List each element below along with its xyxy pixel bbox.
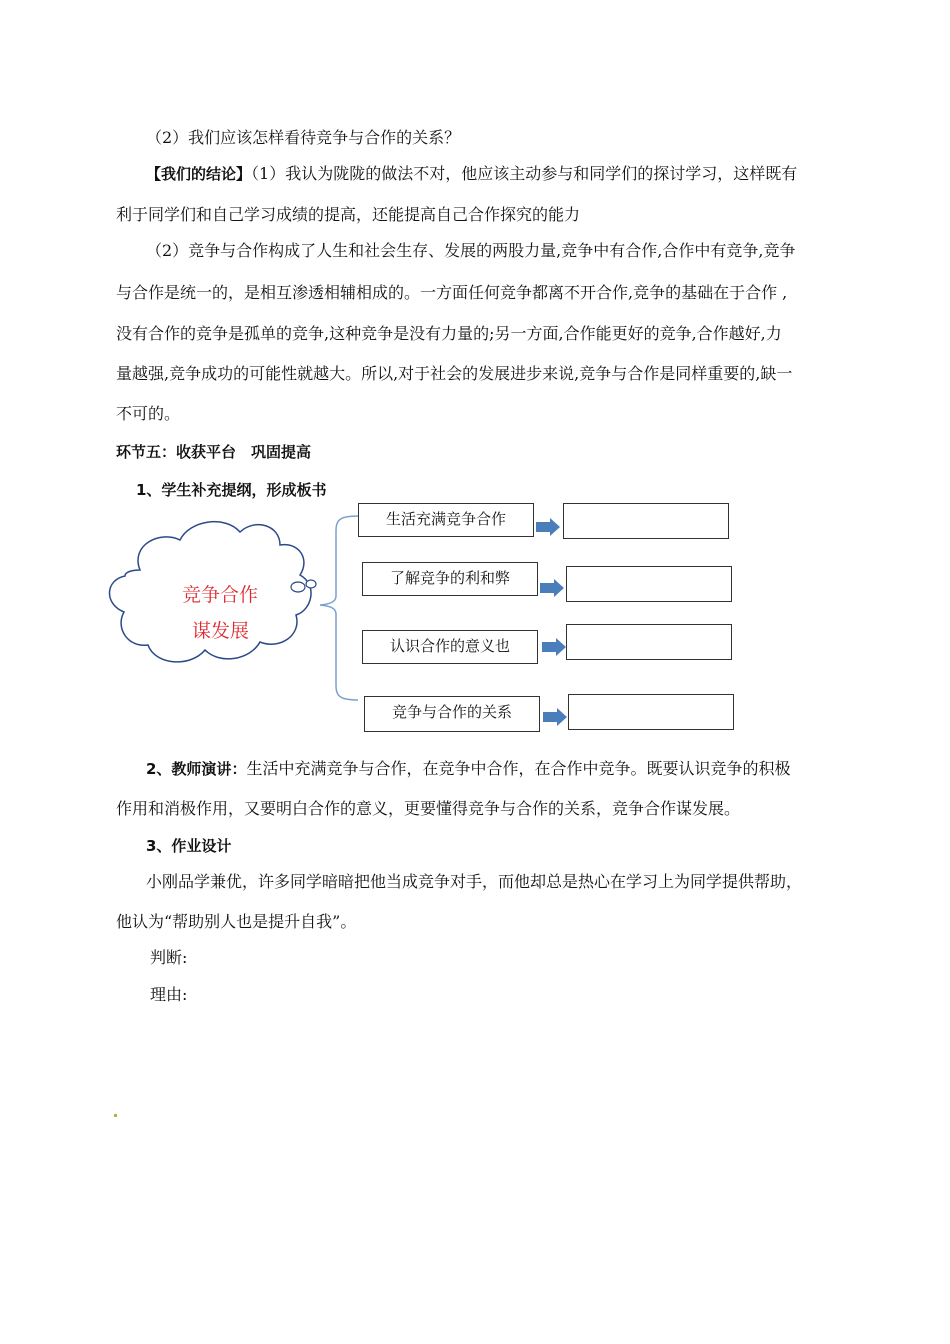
arrow-2 [540, 579, 564, 597]
item-2-line-1 [146, 759, 790, 779]
thought-bubble-large [291, 582, 305, 592]
conclusion-p2-line-1: （2）竞争与合作构成了人生和社会生存、发展的两股力量,竞争中有合作,合作中有竞争,竞争 [146, 241, 796, 260]
cloud-line-1: 竞争合作 [182, 584, 259, 606]
answer-box-3[interactable] [566, 624, 732, 660]
homework-line-1: 小刚品学兼优，许多同学暗暗把他当成竞争对手，而他却总是热心在学习上为同学提供帮助， [146, 872, 803, 891]
reason-label: 理由: [150, 985, 188, 1004]
item-3-heading: 3、作业设计 [146, 837, 232, 855]
outline-box-2: 了解竞争的利和弊 [362, 562, 538, 596]
item-2-text: 生活中充满竞争与合作，在竞争中合作，在合作中竞争。既要认识竞争的积极 [246, 759, 791, 778]
homework-line-2: 他认为“帮助别人也是提升自我”。 [116, 912, 357, 931]
outline-box-4: 竞争与合作的关系 [364, 696, 540, 732]
conclusion-p2-line-4: 量越强,竞争成功的可能性就越大。所以,对于社会的发展进步来说,竞争与合作是同样重要的,缺一 [116, 364, 793, 383]
arrow-4 [543, 708, 567, 726]
item-2-line-2: 作用和消极作用，又要明白合作的意义，更要懂得竞争与合作的关系，竞争合作谋发展。 [116, 799, 741, 818]
stray-mark [114, 1114, 117, 1117]
conclusion-line-2: 利于同学们和自己学习成绩的提高，还能提高自己合作探究的能力 [116, 205, 581, 224]
conclusion-p1-text: （1）我认为陇陇的做法不对，他应该主动参与和同学们的探讨学习，这样既有 [251, 164, 798, 183]
answer-box-2[interactable] [566, 566, 732, 602]
outline-box-3: 认识合作的意义也 [362, 630, 538, 664]
thought-bubble-small [306, 580, 316, 588]
item-2-label: 2、教师演讲： [146, 760, 247, 778]
answer-box-4[interactable] [568, 694, 734, 730]
conclusion-label: 【我们的结论】 [146, 165, 252, 183]
cloud-line-2: 谋发展 [192, 620, 250, 642]
item-1-heading: 1、学生补充提纲，形成板书 [136, 481, 327, 499]
outline-diagram [100, 500, 760, 745]
arrows [536, 518, 567, 726]
conclusion-p2-line-2: 与合作是统一的，是相互渗透相辅相成的。一方面任何竞争都离不开合作,竞争的基础在于合作 , [116, 283, 788, 302]
brace [320, 516, 358, 700]
conclusion-p2-line-5: 不可的。 [116, 404, 181, 423]
question-2: （2）我们应该怎样看待竞争与合作的关系？ [146, 128, 461, 147]
section5-heading: 环节五：收获平台 巩固提高 [116, 443, 312, 461]
outline-box-1: 生活充满竞争合作 [358, 503, 534, 537]
arrow-1 [536, 518, 560, 536]
conclusion-p2-line-3: 没有合作的竞争是孤单的竞争,这种竞争是没有力量的;另一方面,合作能更好的竞争,合作越好,力 [116, 324, 782, 343]
conclusion-line-1 [146, 164, 797, 184]
arrow-3 [542, 638, 566, 656]
judge-label: 判断: [150, 948, 188, 967]
answer-box-1[interactable] [563, 503, 729, 539]
